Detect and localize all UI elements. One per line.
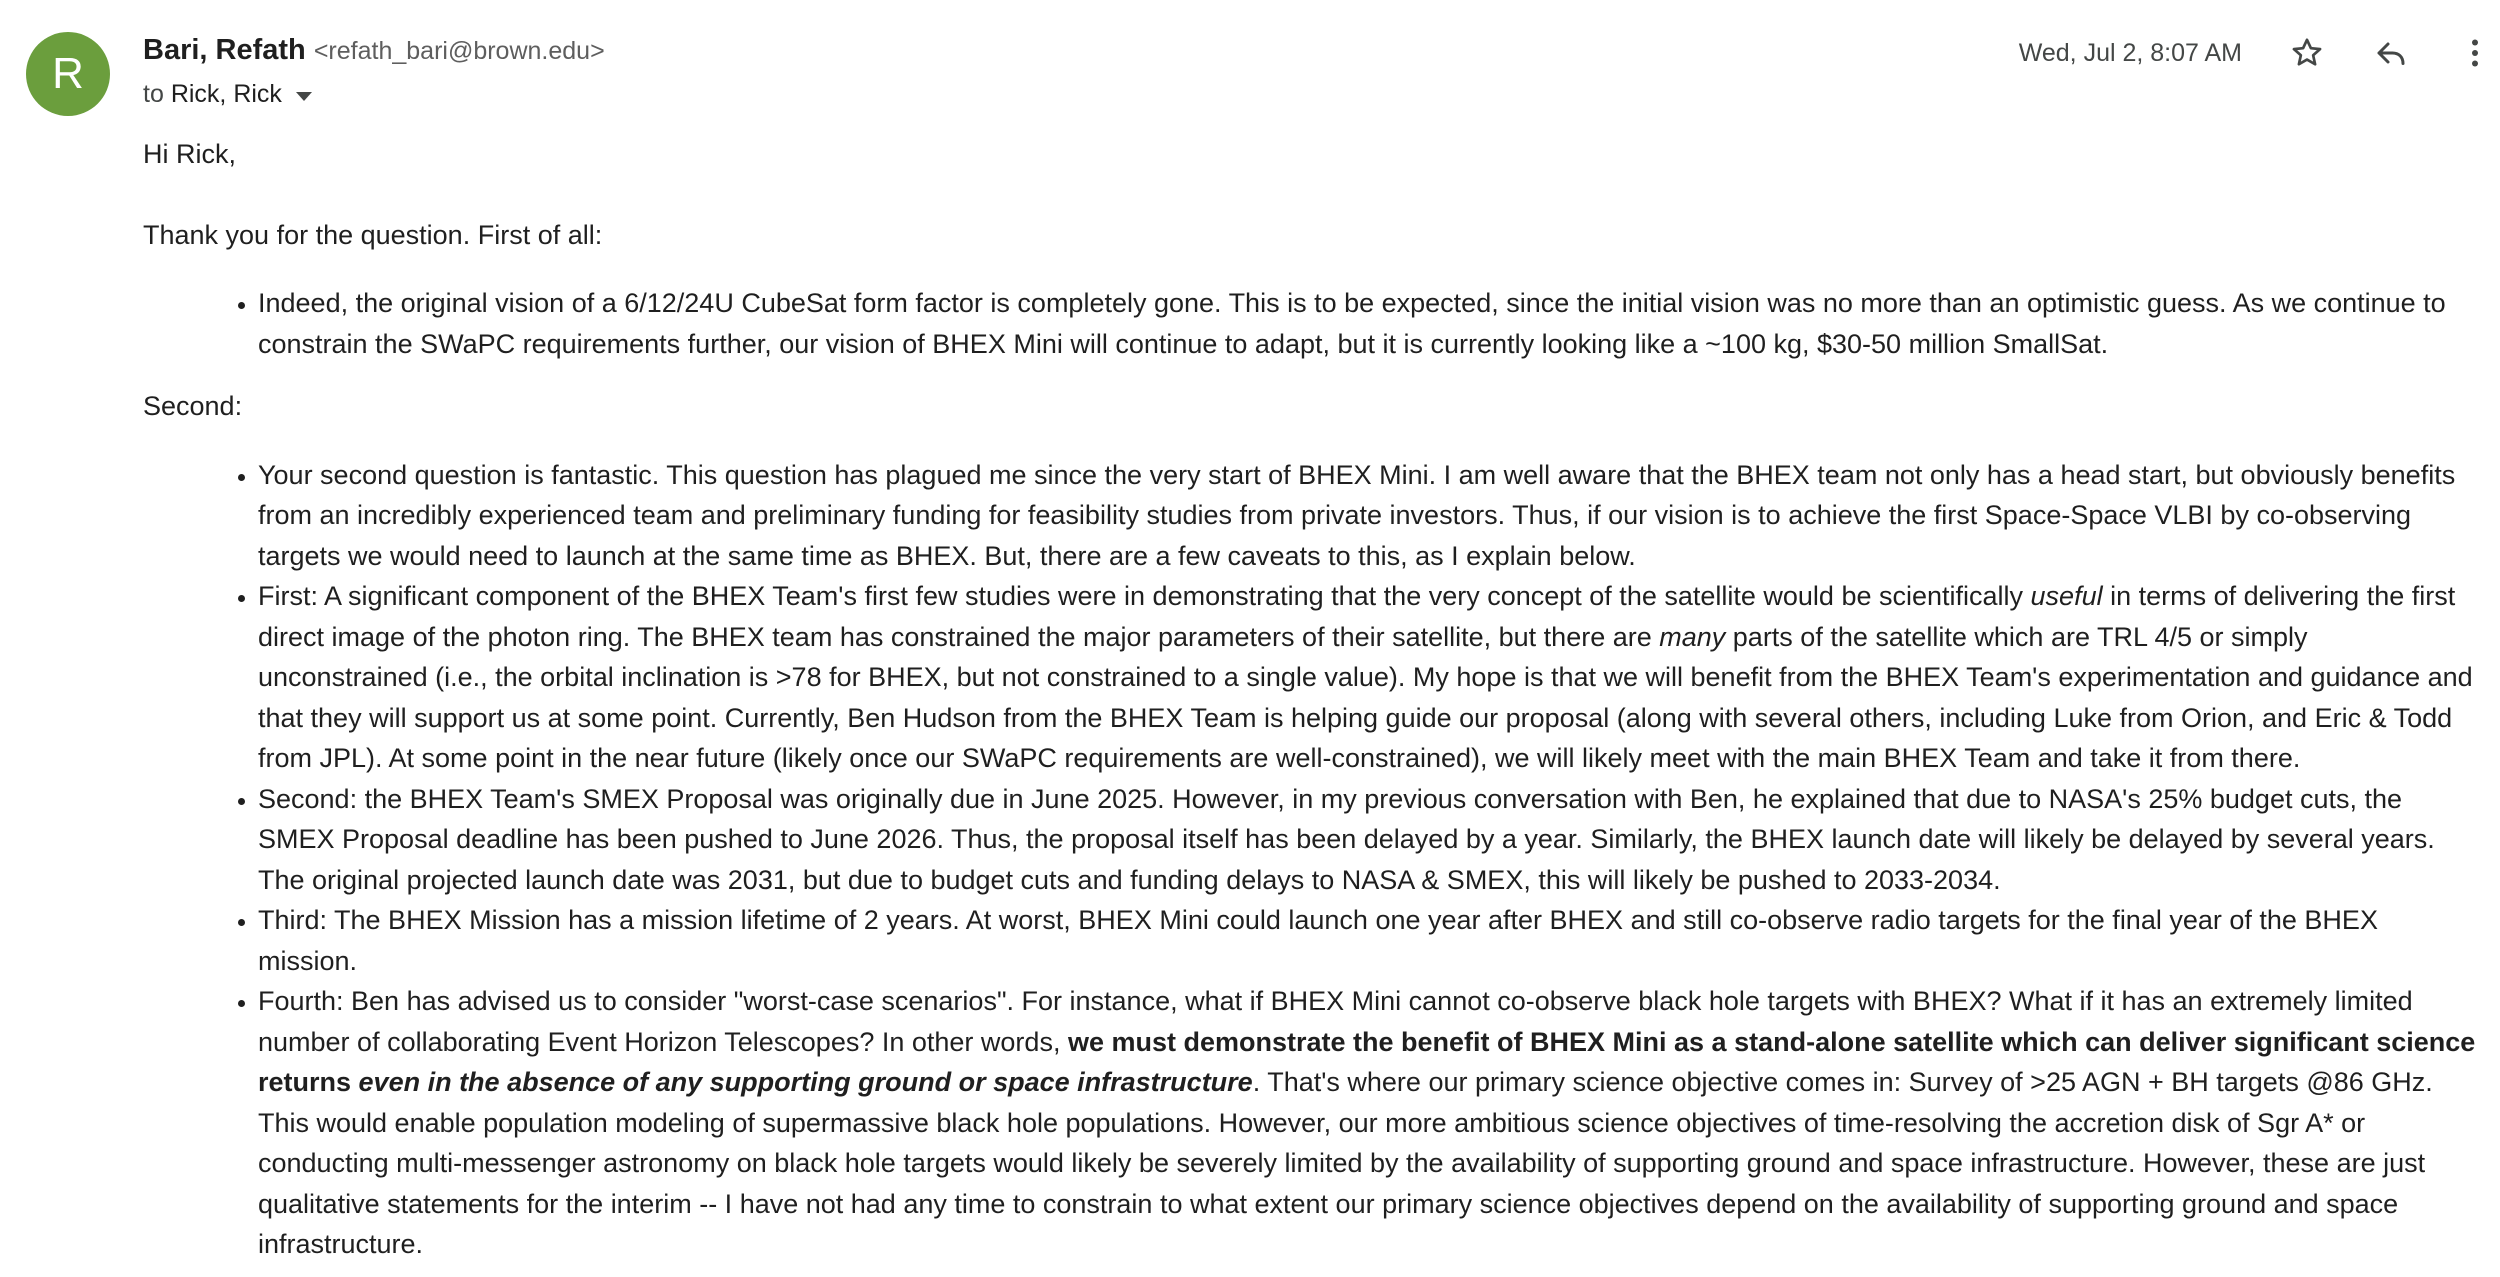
- list-item: • Your second question is fantastic. This question has plagued me since the very start of BHEX Mini. I am well aware that the BHEX team not only has a head start, but obviously benefits from an incredibly experienced team and preliminary funding for feasibility studies from private investors. Thus, if our vision is to achieve the first Space-Space VLBI by co-observing targets we would need to launch at the same time as BHEX. But, there are a few caveats to this, as I explain below.: [258, 455, 2483, 577]
- emphasis-text: useful: [2030, 581, 2103, 611]
- sender-email: <refath_bari@brown.edu>: [313, 37, 605, 65]
- more-vert-icon[interactable]: [2450, 28, 2500, 78]
- text-segment: parts of the satellite which are TRL 4/5 or simply unconstrained (i.e., the orbital inclination is >78 for BHEX, but not constrained to a single value). My hope is that we will benefit from the BHEX Team's experimentation and guidance and that they will support us at some point. Currently, Ben Hudson from the BHEX Team is helping guide our proposal (along with several others, including Luke from Orion, and Eric & Todd from JPL). At some point in the near future (likely once our SWaPC requirements are well-constrained), we will likely meet with the main BHEX Team and take it from there.: [258, 621, 2473, 773]
- list-item: • Second: the BHEX Team's SMEX Proposal was originally due in June 2025. However, in my previous conversation with Ben, he explained that due to NASA's 25% budget cuts, the SMEX Proposal deadline has been pushed to June 2026. Thus, the proposal itself has been delayed by a year. Similarly, the BHEX launch date will likely be delayed by several years. The original projected launch date was 2031, but due to budget cuts and funding delays to NASA & SMEX, this will likely be pushed to 2033-2034.: [258, 779, 2483, 901]
- bold-text: we must demonstrate the benefit of BHEX Mini as a stand-alone satellite which can deliver significant science returns: [258, 1026, 2476, 1097]
- recipients-names: Rick, Rick: [170, 80, 282, 108]
- text-segment: Fourth: Ben has advised us to consider "worst-case scenarios". For instance, what if BHEX Mini cannot co-observe black hole targets with BHEX? What if it has an extremely limited number of collaborating Event Horizon Telescopes? In other words,: [258, 986, 2413, 1057]
- avatar-letter: R: [52, 49, 84, 98]
- star-icon[interactable]: [2282, 28, 2332, 78]
- bold-italic-text: even in the absence of any supporting ground or space infrastructure: [358, 1067, 1253, 1097]
- recipients-line: [143, 80, 312, 109]
- second-heading: Second:: [143, 391, 243, 421]
- text-segment: in terms of delivering the first direct image of the photon ring. The BHEX team has constrained the major parameters of their satellite, but there are: [258, 581, 2456, 652]
- greeting: Hi Rick,: [143, 139, 236, 169]
- second-list: [143, 455, 2483, 1265]
- list-item: • Third: The BHEX Mission has a mission lifetime of 2 years. At worst, BHEX Mini could launch one year after BHEX and still co-observe radio targets for the final year of the BHEX mission.: [258, 900, 2483, 981]
- message-body: [143, 134, 2483, 1265]
- emphasis-text: many: [1659, 621, 1726, 652]
- recipient-details-dropdown-icon[interactable]: [296, 92, 312, 101]
- text-segment: . That's where our primary science objective comes in: Survey of >25 AGN + BH targets @86 GHz. This would enable population modeling of supermassive black hole populations. However, our more ambitious science objectives of time-resolving the accretion disk of Sgr A* or conducting multi-messenger astronomy on black hole targets would likely be severely limited by the availability of supporting ground and space infrastructure. However, these are just qualitative statements for the interim -- I have not had any time to constrain to what extent our primary science objectives depend on the availability of supporting ground and space infrastructure.: [258, 1067, 2433, 1259]
- sender-line: [143, 34, 605, 67]
- text-segment: First: A significant component of the BHEX Team's first few studies were in demonstrating that the very concept of the satellite would be scientifically: [258, 581, 2031, 611]
- message-date: Wed, Jul 2, 8:07 AM: [2018, 38, 2242, 67]
- intro-paragraph: Thank you for the question. First of all:: [143, 219, 603, 250]
- sender-avatar[interactable]: [26, 32, 110, 116]
- recipients-prefix: to: [143, 80, 164, 108]
- message-actions: [2019, 28, 2500, 78]
- list-item: • Indeed, the original vision of a 6/12/24U CubeSat form factor is completely gone. This is to be expected, since the initial vision was no more than an optimistic guess. As we continue to constrain the SWaPC requirements further, our vision of BHEX Mini will continue to adapt, but it is currently looking like a ~100 kg, $30-50 million SmallSat.: [258, 283, 2483, 364]
- sender-name[interactable]: Bari, Refath: [143, 34, 306, 66]
- list-item: [258, 576, 2483, 779]
- first-list: [143, 283, 2483, 364]
- list-item: [258, 981, 2483, 1265]
- reply-icon[interactable]: [2366, 28, 2416, 78]
